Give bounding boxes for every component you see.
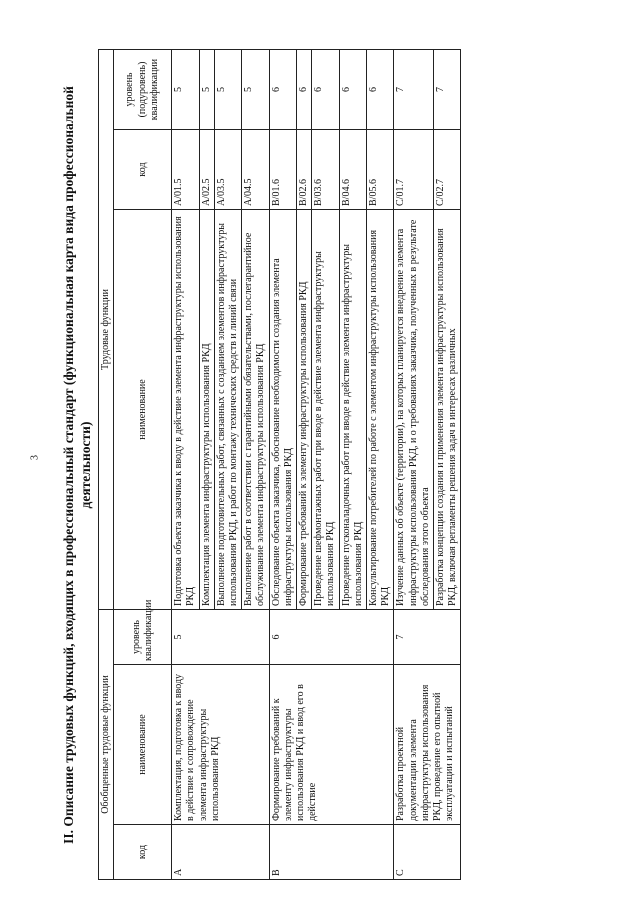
function-level: 6 bbox=[312, 50, 339, 130]
function-name: Проведение шефмонтажных работ при вводе в действие элемента инфраструктуры использования РКД bbox=[312, 210, 339, 610]
page-number: 3 bbox=[29, 455, 41, 460]
function-code: B/02.6 bbox=[297, 130, 312, 210]
header-labor-code: код bbox=[114, 130, 172, 210]
gen-code: C bbox=[394, 825, 461, 880]
function-level: 6 bbox=[269, 50, 296, 130]
function-name: Консультирование потребителей по работе с элементом инфраструктуры использования РКД bbox=[367, 210, 394, 610]
function-name: Подготовка объекта заказчика к вводу в действие элемента инфраструктуры использования РКД bbox=[172, 210, 199, 610]
header-generalized: Обобщенные трудовые функции bbox=[99, 610, 114, 880]
function-name: Комплектация элемента инфраструктуры использования РКД bbox=[199, 210, 214, 610]
table-row bbox=[269, 50, 296, 880]
function-code: A/01.5 bbox=[172, 130, 199, 210]
header-labor-name: наименование bbox=[114, 210, 172, 610]
function-code: C/01.7 bbox=[394, 130, 434, 210]
function-code: C/02.7 bbox=[434, 130, 461, 210]
function-code: A/02.5 bbox=[199, 130, 214, 210]
header-code: код bbox=[114, 825, 172, 880]
gen-code: A bbox=[172, 825, 269, 880]
header-sublevel: уровень (подуровень) квалификации bbox=[114, 50, 172, 130]
function-code: B/03.6 bbox=[312, 130, 339, 210]
function-name: Разработка концепции создания и применения элемента инфраструктуры использования РКД, включая регламенты решения задач в интересах различных bbox=[434, 210, 461, 610]
section-title: II. Описание трудовых функций, входящих в профессиональный стандарт (функциональная карта вида профессиональной деятельности) bbox=[61, 86, 93, 844]
gen-name: Комплектация, подготовка к вводу в действие и сопровождение элемента инфраструктуры использования РКД bbox=[172, 665, 269, 825]
function-code: B/04.6 bbox=[339, 130, 366, 210]
function-level: 5 bbox=[214, 50, 241, 130]
gen-name: Формирование требований к элементу инфраструктуры использования РКД и ввод его в действие bbox=[269, 665, 394, 825]
header-level: уровень квалификации bbox=[114, 610, 172, 665]
function-name: Выполнение работ в соответствии с гарантийными обязательствами, послегарантийное обслуживание элемента инфраструктуры использования РКД bbox=[242, 210, 269, 610]
header-name: наименование bbox=[114, 665, 172, 825]
gen-level: 7 bbox=[394, 610, 461, 665]
header-labor: Трудовые функции bbox=[99, 50, 114, 610]
function-code: B/01.6 bbox=[269, 130, 296, 210]
gen-level: 6 bbox=[269, 610, 394, 665]
function-level: 7 bbox=[434, 50, 461, 130]
function-level: 6 bbox=[339, 50, 366, 130]
table-row bbox=[172, 50, 199, 880]
function-name: Изучение данных об объекте (территории), на которых планируется внедрение элемента инфраструктуры использования РКД, и о требованиях заказчика, полученных в результате обследования этого объекта bbox=[394, 210, 434, 610]
function-level: 5 bbox=[242, 50, 269, 130]
function-level: 6 bbox=[367, 50, 394, 130]
function-level: 5 bbox=[172, 50, 199, 130]
rotated-document bbox=[60, 50, 620, 880]
function-code: B/05.6 bbox=[367, 130, 394, 210]
function-level: 7 bbox=[394, 50, 434, 130]
gen-name: Разработка проектной документации элемента инфраструктуры использования РКД, проведение его опытной эксплуатации и испытаний bbox=[394, 665, 461, 825]
functional-map-table bbox=[98, 49, 461, 880]
function-level: 6 bbox=[297, 50, 312, 130]
table-row bbox=[394, 50, 434, 880]
gen-code: B bbox=[269, 825, 394, 880]
function-name: Формирование требований к элементу инфраструктуры использования РКД bbox=[297, 210, 312, 610]
function-level: 5 bbox=[199, 50, 214, 130]
gen-level: 5 bbox=[172, 610, 269, 665]
function-code: A/03.5 bbox=[214, 130, 241, 210]
function-name: Проведение пусконаладочных работ при вводе в действие элемента инфраструктуры использования РКД bbox=[339, 210, 366, 610]
function-name: Выполнение подготовительных работ, связанных с созданием элементов инфраструктуры использования РКД, и работ по монтажу технических средств и линий связи bbox=[214, 210, 241, 610]
function-code: A/04.5 bbox=[242, 130, 269, 210]
function-name: Обследование объекта заказчика, обоснование необходимости создания элемента инфраструктуры использования РКД bbox=[269, 210, 296, 610]
